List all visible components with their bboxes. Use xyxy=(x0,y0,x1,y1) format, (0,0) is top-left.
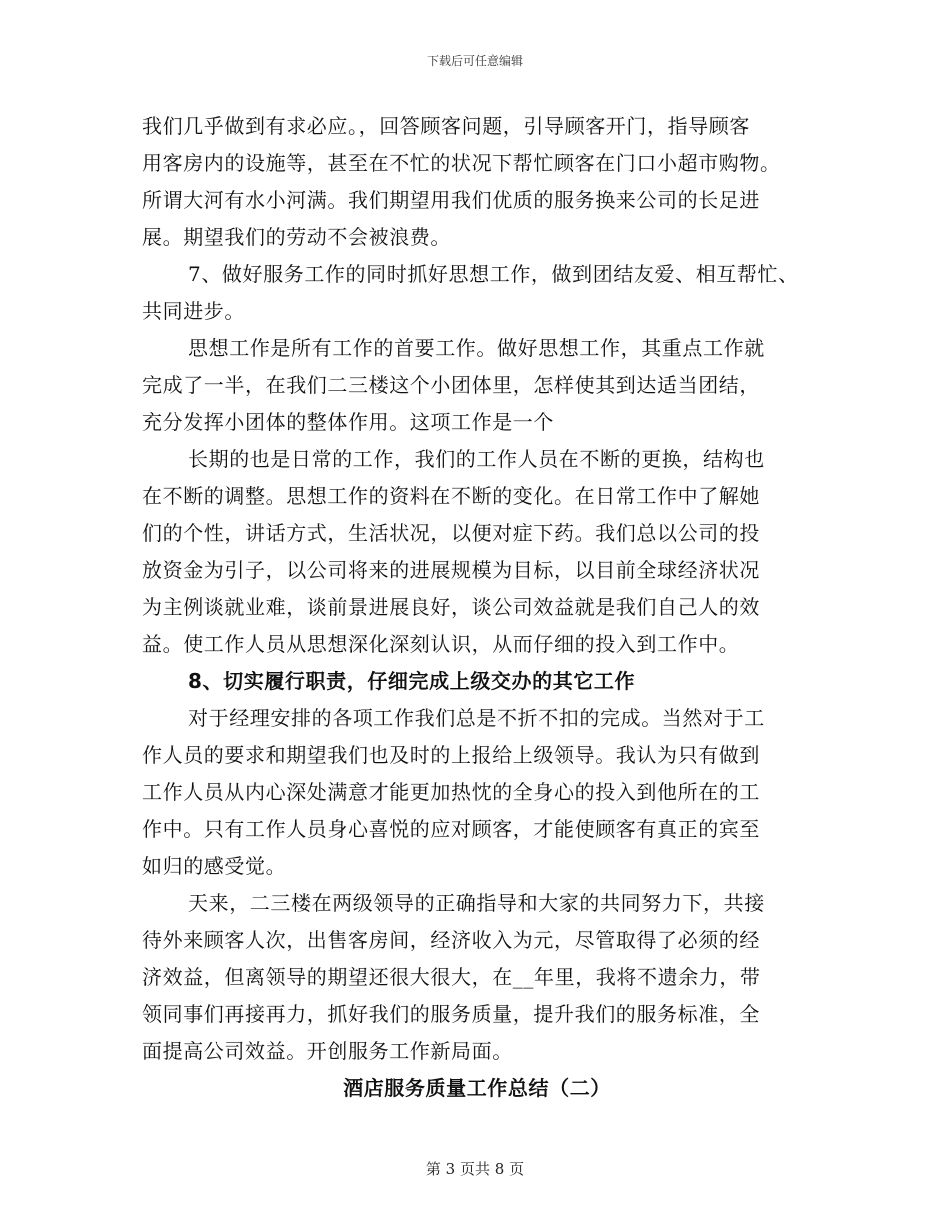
text-line: 充分发挥小团体的整体作用。这项工作是一个 xyxy=(142,410,554,434)
text-line: 待外来顾客人次，出售客房间，经济收入为元，尽管取得了必须的经 xyxy=(142,928,760,952)
text-line: 在不断的调整。思想工作的资料在不断的变化。在日常工作中了解她 xyxy=(142,484,760,508)
text-line: 我们几乎做到有求必应。，回答顾客问题，引导顾客开门，指导顾客 xyxy=(142,114,750,138)
text-line: 面提高公司效益。开创服务工作新局面。 xyxy=(142,1039,513,1063)
page-header: 下载后可任意编辑 xyxy=(426,54,523,68)
text-line: 用客房内的设施等，甚至在不忙的状况下帮忙顾客在门口小超市购物。 xyxy=(142,151,781,175)
text-line: 为主例谈就业难，谈前景进展良好，谈公司效益就是我们自己人的效 xyxy=(142,595,760,619)
text-line: 所谓大河有水小河满。我们期望用我们优质的服务换来公司的长足进 xyxy=(142,188,760,212)
text-line: 作中。只有工作人员身心喜悦的应对顾客，才能使顾客有真正的宾至 xyxy=(142,817,760,841)
text-line: 作人员的要求和期望我们也及时的上报给上级领导。我认为只有做到 xyxy=(142,743,760,767)
document-body xyxy=(142,108,832,1107)
document-title: 酒店服务质量工作总结（二） xyxy=(343,1076,611,1100)
section-heading-8: 8、切实履行职责，仔细完成上级交办的其它工作 xyxy=(188,669,636,693)
text-line: 共同进步。 xyxy=(142,299,245,323)
text-line: 益。使工作人员从思想深化深刻认识，从而仔细的投入到工作中。 xyxy=(142,632,740,656)
text-line: 放资金为引子，以公司将来的进展规模为目标，以目前全球经济状况 xyxy=(142,558,760,582)
text-line: 天来，二三楼在两级领导的正确指导和大家的共同努力下，共接 xyxy=(188,891,765,915)
page-footer: 第 3 页共 8 页 xyxy=(425,1160,525,1178)
text-line: 思想工作是所有工作的首要工作。做好思想工作，其重点工作就 xyxy=(188,336,765,360)
text-line: 们的个性，讲话方式，生活状况，以便对症下药。我们总以公司的投 xyxy=(142,521,760,545)
text-line: 对于经理安排的各项工作我们总是不折不扣的完成。当然对于工 xyxy=(188,706,765,730)
text-line: 工作人员从内心深处满意才能更加热忱的全身心的投入到他所在的工 xyxy=(142,780,760,804)
text-line: 完成了一半，在我们二三楼这个小团体里，怎样使其到达适当团结， xyxy=(142,373,760,397)
text-line: 济效益，但离领导的期望还很大很大，在__年里，我将不遗余力，带 xyxy=(142,965,761,989)
text-line: 领同事们再接再力，抓好我们的服务质量，提升我们的服务标准，全 xyxy=(142,1002,760,1026)
text-line: 如归的感受觉。 xyxy=(142,854,287,878)
numbered-item-7: 7、做好服务工作的同时抓好思想工作，做到团结友爱、相互帮忙、 xyxy=(188,262,799,286)
text-line: 展。期望我们的劳动不会被浪费。 xyxy=(142,225,451,249)
text-line: 长期的也是日常的工作，我们的工作人员在不断的更换，结构也 xyxy=(188,447,765,471)
